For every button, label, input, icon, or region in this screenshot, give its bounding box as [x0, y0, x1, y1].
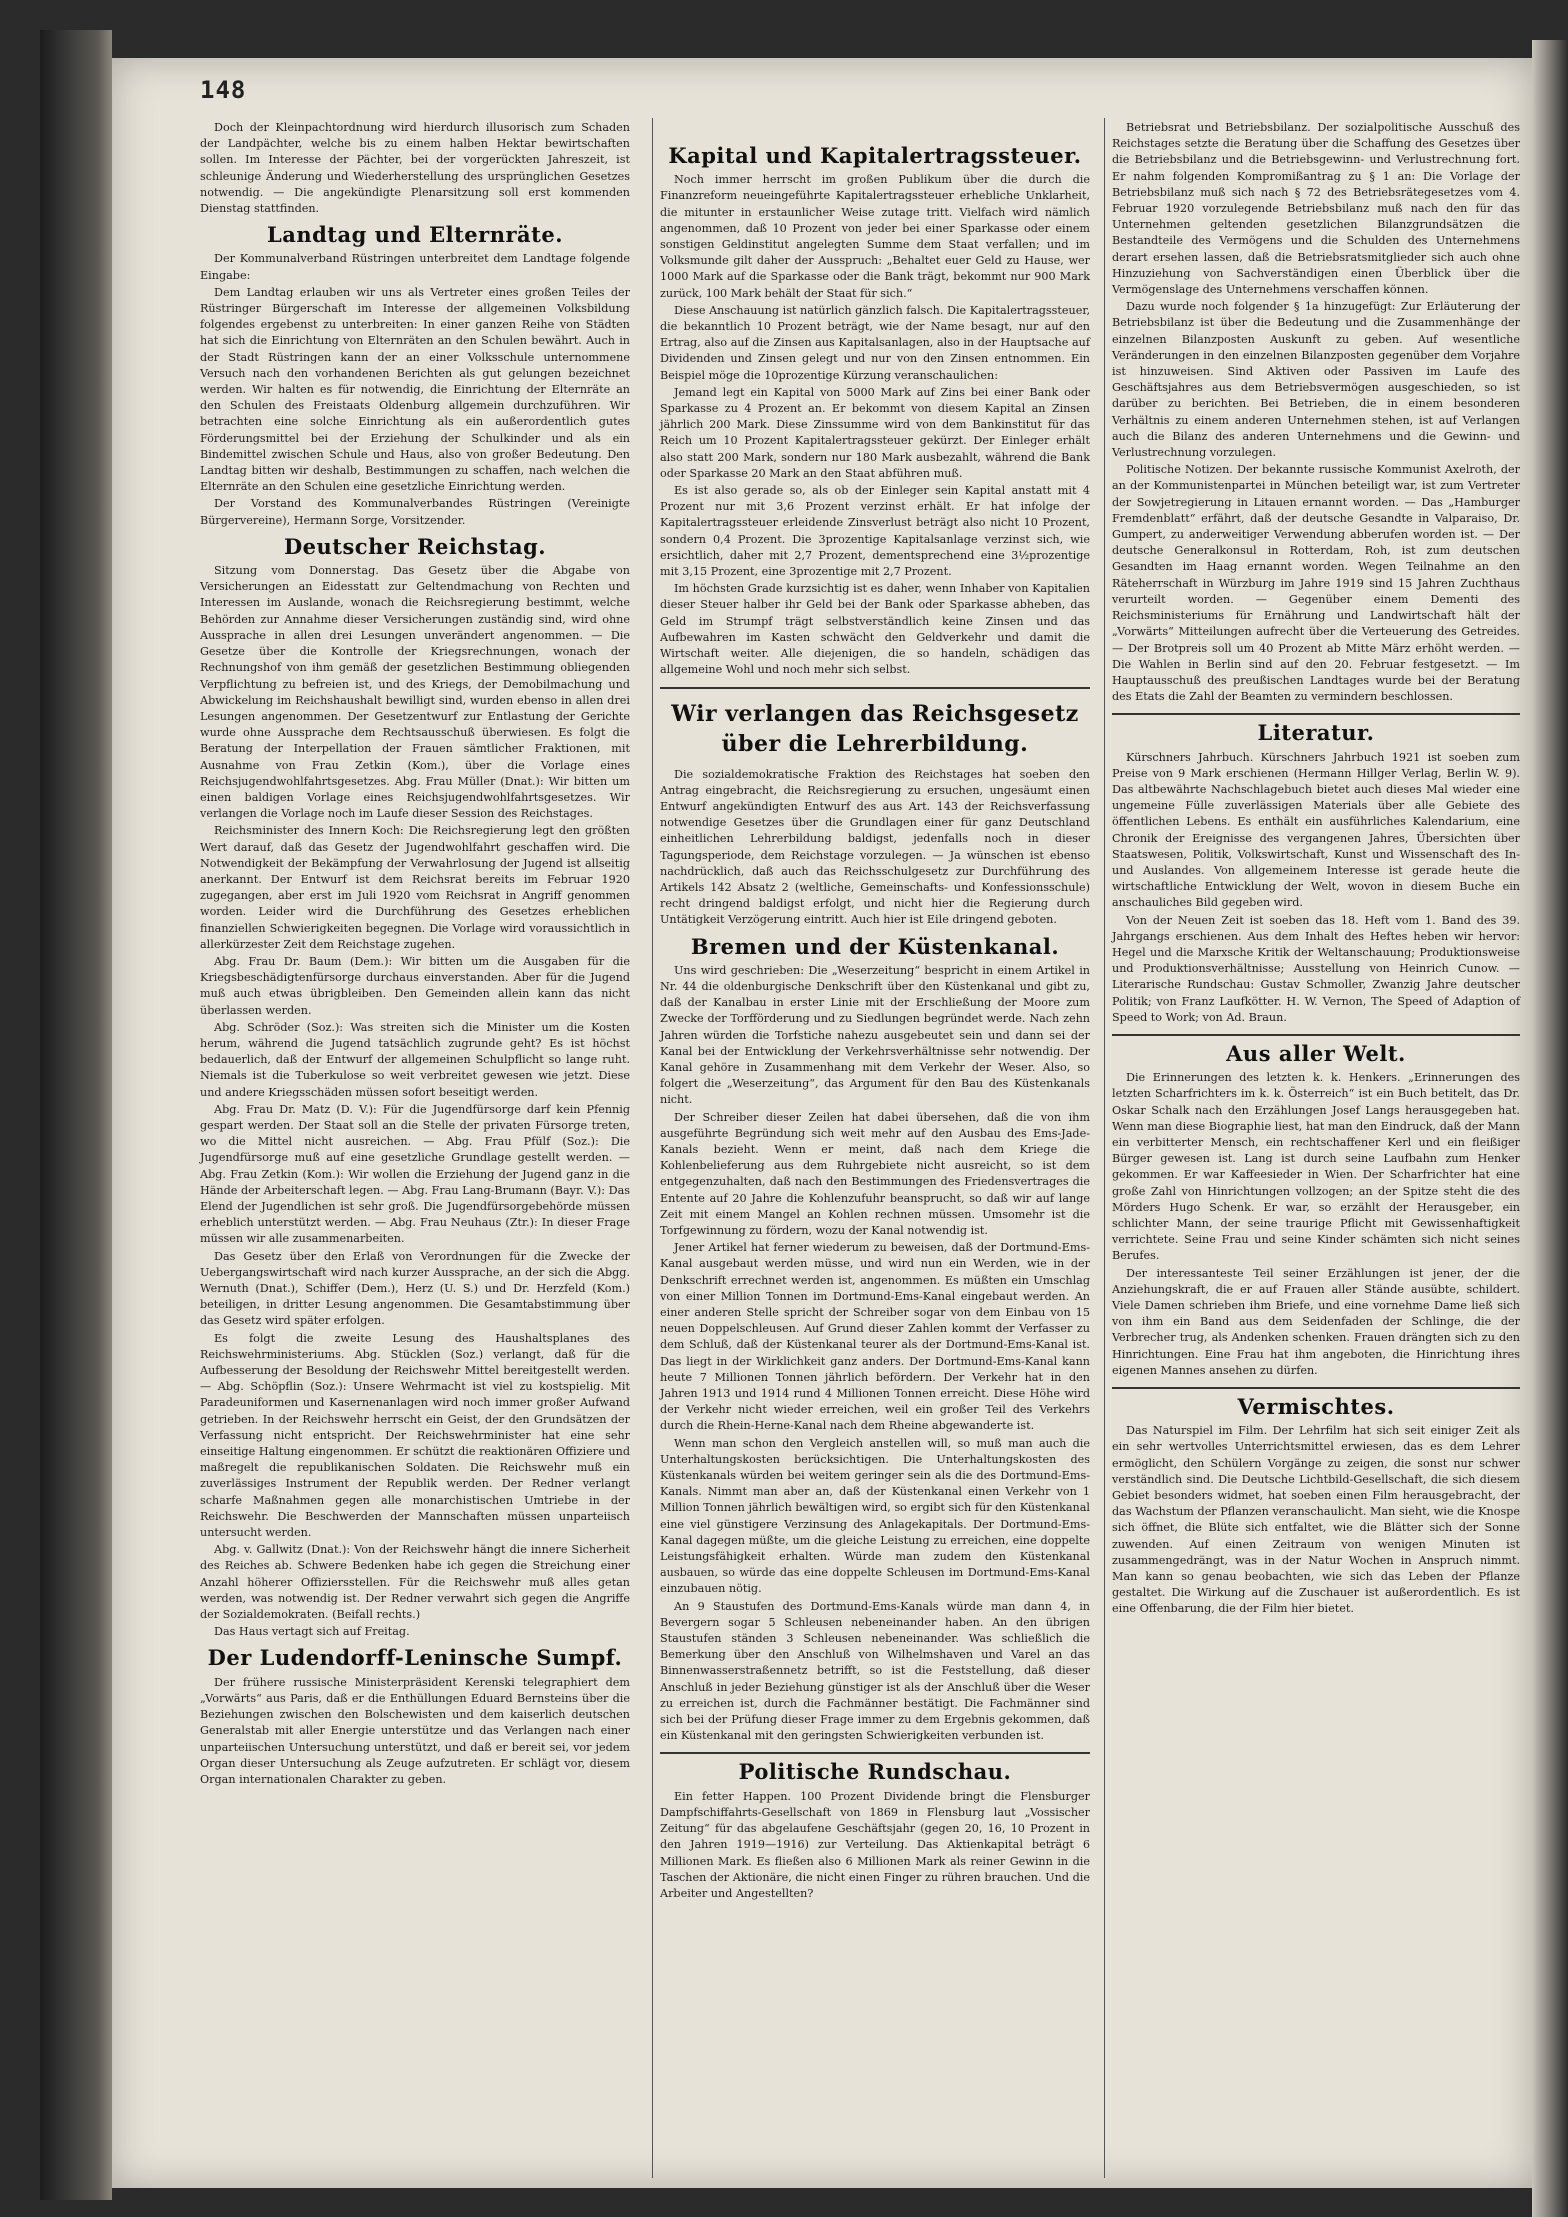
article-paragraph: Uns wird geschrieben: Die „Weserzeitung“ bespricht in einem Artikel in Nr. 44 die oldenburgische Denkschrift über den Küstenkanal und gibt zu, daß der Kanalbau in erster Linie mit der Erschließung der Moore zum Zwecke der Torfförderung und zu Siedlungen begründet werde. Nach zehn Jahren würden die Torfstiche nahezu ausgebeutet sein und dann sei der Kanal bei der Entwicklung der Verkehrsverhältnisse sehr notwendig. Der Kanal gehöre in Zusammenhang mit dem Verkehr der Weser. Also, so folgert die „Weserzeitung“, das Argument für den Bau des Küstenkanals nicht.	[660, 963, 1090, 1107]
book-binding	[40, 30, 112, 2200]
article-heading: Aus aller Welt.	[1226, 1040, 1406, 1066]
article-paragraph: Ein fetter Happen. 100 Prozent Dividende bringt die Flensburger Dampfschiffahrts-Gesellschaft von 1869 in Flensburg laut „Vossischer Zeitung“ für das abgelaufene Geschäftsjahr (gegen 20, 16, 10 Prozent in den Jahren 1919—1916) zur Verteilung. Das Aktienkapital beträgt 6 Millionen Mark. Es fließen also 6 Millionen Mark als reiner Gewinn in die Taschen der Aktionäre, die nicht einen Finger zu rühren brauchen. Und die Arbeiter und Angestellten?	[660, 1789, 1090, 1900]
article-paragraph: Betriebsrat und Betriebsbilanz. Der sozialpolitische Ausschuß des Reichstages setzte die Beratung über die Schaffung des Gesetzes über die Betriebsbilanz und die Betriebsgewinn- und Verlustrechnung fort. Er nahm folgenden Kompromißantrag zu § 1 an: Die Vorlage der Betriebsbilanz muß sich nach § 72 des Betriebsrätegesetzes vom 4. Februar 1920 vorzulegende Betriebsbilanz muß nach den für das Unternehmen geltenden gesetzlichen Bilanzgrundsätzen die Bestandteile des Vermögens und die Schulden des Unternehmens derart ersehen lassen, daß die Betriebsratsmitglieder sich auch ohne Hinzuziehung von Sachverständigen einen Überblick über die Vermögenslage des Unternehmens verschaffen können.	[1112, 121, 1520, 297]
column-3	[1112, 120, 1520, 1619]
article-paragraph: Die Erinnerungen des letzten k. k. Henkers. „Erinnerungen des letzten Scharfrichters im k. k. Österreich“ ist ein Buch betitelt, das Dr. Oskar Schalk nach den Erzählungen Josef Langs herausgegeben hat. Wenn man diese Biographie liest, hat man den Eindruck, daß der Mann ein verbitterter Mensch, ein rechtschaffener Kerl und ein fleißiger Bürger gewesen ist. Lang ist durch seine Laufbahn zum Henker gekommen. Er war Kaffeesieder in Wien. Der Scharfrichter hat eine große Zahl von Hinrichtungen vollzogen; an der Spitze steht die des Mörders Hugo Schenk. Er war, so erzählt der Herausgeber, ein schlichter Mann, der seine traurige Pflicht mit Gewissenhaftigkeit verrichtete. Seine Frau und seine Kinder schämten sich nicht seines Berufes.	[1112, 1071, 1520, 1263]
article-heading: Politische Rundschau.	[738, 1759, 1012, 1785]
article-paragraph: Dem Landtag erlauben wir uns als Vertreter eines großen Teiles der Rüstringer Bürgerschaft im Interesse der allgemeinen Volksbildung folgendes ergebenst zu unterbreiten: In einer ganzen Reihe von Städten hat sich die Einrichtung von Elternräten an den Schulen bewährt. Auch in der Stadt Rüstringen kann der an einer Volksschule unternommene Versuch nach den vorhandenen Berichten als gut gelungen bezeichnet werden. Wir halten es für notwendig, die Einrichtung der Elternräte an den Schulen des Freistaats Oldenburg allgemein durchzuführen. Wir betrachten eine solche Einrichtung als ein außerordentlich gutes Förderungsmittel bei der Erziehung der Schulkinder und als ein Bindemittel zwischen Schule und Haus, also von großer Bedeutung. Den Landtag bitten wir deshalb, Bestimmungen zu schaffen, nach welchen die Elternräte an den Schulen eine gesetzliche Einrichtung werden.	[200, 285, 630, 494]
article-paragraph: Das Naturspiel im Film. Der Lehrfilm hat sich seit einiger Zeit als ein sehr wertvolles Unterrichtsmittel erwiesen, das es dem Lehrer ermöglicht, den Schülern Vorgänge zu zeigen, die sonst nur schwer verständlich sind. Die Deutsche Lichtbild-Gesellschaft, die sich diesem Gebiet besonders widmet, hat soeben einen Film herausgebracht, der das Wachstum der Pflanzen veranschaulicht. Man sieht, wie die Knospe sich öffnet, die Blüte sich entfaltet, wie die Blätter sich der Sonne zuwenden. Auf einen Zeitraum von wenigen Minuten ist zusammengedrängt, was in der Natur Wochen in Anspruch nimmt. Man kann so genau beobachten, wie sich das Leben der Pflanze gestaltet. Die Wirkung auf die Zuschauer ist außerordentlich. Es ist eine Offenbarung, die der Film hier bietet.	[1112, 1424, 1520, 1616]
article-paragraph: Abg. Schröder (Soz.): Was streiten sich die Minister um die Kosten herum, während die Jugend tatsächlich zugrunde geht? Es ist höchst bedauerlich, daß der Entwurf der allgemeinen Schulpflicht so lange ruht. Niemals ist die Tuberkulose so weit verbreitet gewesen wie jetzt. Diese und andere Kriegsschäden müssen sofort beseitigt werden.	[200, 1020, 630, 1099]
article-paragraph: Politische Notizen. Der bekannte russische Kommunist Axelroth, der an der Kommunistenpartei in München beteiligt war, ist zum Vertreter der Sowjetregierung in Litauen ernannt worden. — Das „Hamburger Fremdenblatt“ erfährt, daß der deutsche Gesandte in Valparaiso, Dr. Gumpert, zu anderweitiger Verwendung abberufen worden ist. — Der deutsche Generalkonsul in Rotterdam, Roh, ist zum deutschen Gesandten im Haag ernannt worden. Wegen Teilnahme an den Räteherrschaft in Würzburg im Jahre 1919 sind 15 Jahren Zuchthaus verurteilt worden. — Gegenüber einem Dementi des Reichsministeriums für Ernährung und Landwirtschaft hält der „Vorwärts“ Mitteilungen aufrecht über die Verteuerung des Getreides. — Der Brotpreis soll um 40 Prozent ab Mitte März erhöht werden. — Die Wahlen in Berlin sind auf den 20. Februar festgesetzt. — Im Hauptausschuß des preußischen Landtages wurde bei der Beratung des Etats die Zahl der Beamten zu vermindern beschlossen.	[1112, 463, 1520, 704]
article-paragraph: Noch immer herrscht im großen Publikum über die durch die Finanzreform neueingeführte Kapitalertragssteuer erhebliche Unklarheit, die mitunter in erstaunlicher Weise zutage tritt. Vielfach wird nämlich angenommen, daß 10 Prozent von jeder bei einer Sparkasse oder einem sonstigen Geldinstitut angelegten Summe dem Staat verfallen; und im Volksmunde gilt daher der Ausspruch: „Behaltet euer Geld zu Hause, wer 1000 Mark auf die Sparkasse oder die Bank trägt, bekommt nur 900 Mark zurück, 100 Mark behält der Staat für sich.“	[660, 173, 1090, 300]
column-divider	[1104, 118, 1105, 2178]
article-heading: Vermischtes.	[1237, 1394, 1395, 1420]
page-edge	[1532, 40, 1568, 2217]
article-paragraph: Kürschners Jahrbuch. Kürschners Jahrbuch 1921 ist soeben zum Preise von 9 Mark erschienen (Hermann Hillger Verlag, Berlin W. 9). Das altbewährte Nachschlagebuch bietet auch dieses Mal wieder eine ungemeine Fülle zuverlässigen Materials über alle Gebiete des öffentlichen Lebens. Es enthält ein ausführliches Kalendarium, eine Chronik der Ereignisse des vergangenen Jahres, Übersichten über Staatswesen, Politik, Volkswirtschaft, Kunst und Wissenschaft des In- und Auslandes. Von allgemeinem Interesse ist gerade heute die wirtschaftliche Entwicklung der Welt, wovon in diesem Buche ein anschauliches Bild gegeben wird.	[1112, 750, 1520, 910]
page-number: 148	[200, 76, 247, 104]
article-paragraph: Der Schreiber dieser Zeilen hat dabei übersehen, daß die von ihm ausgeführte Begründung sich weit mehr auf den Ausbau des Ems-Jade-Kanals bezieht. Wenn er meint, daß nach dem Kriege die Kohlenbelieferung aus dem Ruhrgebiete nicht ausreicht, so ist dem entgegenzuhalten, daß nach den Bestimmungen des Friedensvertrages die Entente auf 20 Jahre die Kohlenzufuhr beansprucht, so daß wir auf lange Zeit mit einem Mangel an Kohlen rechnen müssen. Umsomehr ist die Torfgewinnung zu fördern, wozu der Kanal notwendig ist.	[660, 1110, 1090, 1237]
article-paragraph: Der interessanteste Teil seiner Erzählungen ist jener, der die Anziehungskraft, die er auf Frauen aller Stände ausübte, schildert. Viele Damen schrieben ihm Briefe, und eine vornehme Dame ließ sich von ihm ein Band aus dem Seidenfaden der Schlinge, die der Verbrecher trug, als Andenken schenken. Frauen drängten sich zu den Hinrichtungen. Eine Frau hat ihm angeboten, die Hinrichtung ihres eigenen Mannes ansehen zu dürfen.	[1112, 1266, 1520, 1377]
article-paragraph: Jener Artikel hat ferner wiederum zu beweisen, daß der Dortmund-Ems-Kanal ausgebaut werden müsse, und wird nun ein Werden, wie in der Denkschrift errechnet werden ist, angenommen. Es müßten ein Umschlag von einer Million Tonnen im Dortmund-Ems-Kanal eingebaut werden. An einer anderen Stelle spricht der Schreiber sogar von dem Einbau von 15 neuen Doppelschleusen. Auf Grund dieser Zahlen kommt der Verfasser zu dem Schluß, daß der Küstenkanal teurer als der Dortmund-Ems-Kanal ist. Das liegt in der Wirklichkeit ganz anders. Der Dortmund-Ems-Kanal kann heute 7 Millionen Tonnen jährlich befördern. Der Verkehr hat in den Jahren 1913 und 1914 rund 4 Millionen Tonnen erreicht. Diese Höhe wird der Verkehr nicht wieder erreichen, weil ein großer Teil des Verkehrs durch die Rhein-Herne-Kanal nach dem Rheine abgewanderte ist.	[660, 1241, 1090, 1433]
section-rule	[660, 687, 1090, 689]
article-heading: Bremen und der Küstenkanal.	[690, 933, 1060, 959]
article-paragraph: Das Gesetz über den Erlaß von Verordnungen für die Zwecke der Uebergangswirtschaft wird nach kurzer Aussprache, an der sich die Abgg. Wernuth (Dnat.), Schiffer (Dem.), Herz (U. S.) und Dr. Herzfeld (Kom.) beteiligen, in dritter Lesung angenommen. Die Gesamtabstimmung über das Gesetz wird später erfolgen.	[200, 1249, 630, 1328]
article-paragraph: Der Kommunalverband Rüstringen unterbreitet dem Landtage folgende Eingabe:	[200, 252, 630, 282]
section-rule	[1112, 1034, 1520, 1036]
article-heading: Literatur.	[1257, 720, 1375, 746]
article-paragraph: Diese Anschauung ist natürlich gänzlich falsch. Die Kapitalertragssteuer, die bekanntlich 10 Prozent beträgt, wie der Name besagt, nur auf den Ertrag, also auf die Zinsen aus Kapitalsanlagen, also in der Hauptsache auf Dividenden und Zinsen gelegt und nur von den Zinsen entnommen. Ein Beispiel möge die 10prozentige Kürzung veranschaulichen:	[660, 303, 1090, 382]
article-paragraph: Reichsminister des Innern Koch: Die Reichsregierung legt den größten Wert darauf, daß das Gesetz der Jugendwohlfahrt geschaffen wird. Die Notwendigkeit der Bekämpfung der Verwahrlosung der Jugend ist allseitig anerkannt. Der Entwurf ist dem Reichsrat bereits im Februar 1920 zugegangen, aber erst im Juli 1920 vom Reichsrat in Angriff genommen worden. Leider wird die Durchführung des Gesetzes erheblichen finanziellen Schwierigkeiten begegnen. Die Vorlage wird voraussichtlich in allerkürzester Zeit dem Reichstage zugehen.	[200, 824, 630, 951]
column-2	[660, 138, 1090, 1903]
article-paragraph: Das Haus vertagt sich auf Freitag.	[214, 1625, 410, 1639]
article-paragraph: Abg. Frau Dr. Matz (D. V.): Für die Jugendfürsorge darf kein Pfennig gespart werden. Der Staat soll an die Stelle der privaten Fürsorge treten, wo die Mittel nicht ausreichen. — Abg. Frau Pfülf (Soz.): Die Jugendfürsorge muß auf eine gesetzliche Grundlage gestellt werden. — Abg. Frau Zetkin (Kom.): Wir wollen die Erziehung der Jugend ganz in die Hände der Arbeiterschaft legen. — Abg. Frau Lang-Brumann (Bayr. V.): Das Elend der Jugendlichen ist sehr groß. Die Jugendfürsorgebehörde müssen erheblich unterstützt werden. — Abg. Frau Neuhaus (Ztr.): In dieser Frage müssen wir alle zusammenarbeiten.	[200, 1102, 630, 1246]
article-heading: Landtag und Elternräte.	[266, 222, 564, 248]
section-rule	[1112, 1387, 1520, 1389]
section-rule	[1112, 713, 1520, 715]
article-paragraph: Abg. v. Gallwitz (Dnat.): Von der Reichswehr hängt die innere Sicherheit des Reiches ab. Schwere Bedenken habe ich gegen die Streichung einer Anzahl höherer Offiziersstellen. Für die Reichswehr muß alles getan werden, was notwendig ist. Der Redner verwahrt sich gegen die Angriffe der Sozialdemokraten. (Beifall rechts.)	[200, 1543, 630, 1622]
article-heading: Deutscher Reichstag.	[283, 533, 547, 559]
article-paragraph: Von der Neuen Zeit ist soeben das 18. Heft vom 1. Band des 39. Jahrgangs erschienen. Aus dem Inhalt des Heftes heben wir hervor: Hegel und die Marxsche Kritik der Weltanschauung; Produktionsweise und Produktionsverhältnisse; Ausstellung von Heinrich Cunow. — Literarische Rundschau: Gustav Schmoller, Zwanzig Jahre deutscher Politik; von Franz Laufkötter. H. W. Vernon, The Speed of Adaption of Speed to Work; von Ad. Braun.	[1112, 913, 1520, 1024]
column-1	[200, 120, 630, 1789]
article-heading: Wir verlangen das Reichsgesetz über die Lehrerbildung.	[671, 700, 1079, 757]
article-paragraph: Dazu wurde noch folgender § 1a hinzugefügt: Zur Erläuterung der Betriebsbilanz ist über die Bedeutung und die Zusammenhänge der einzelnen Bilanzposten Auskunft zu geben. Auf wesentliche Veränderungen in den einzelnen Bilanzposten gegenüber dem Vorjahre ist hinzuweisen. Sind Aktiven oder Passiven im Laufe des Geschäftsjahres aus dem Betriebsvermögen ausgeschieden, so ist darüber zu berichten. Bei Betrieben, die in einem besonderen Verhältnis zu einem anderen Unternehmen stehen, ist auf Verlangen auch die Bilanz des anderen Unternehmens und die Gewinn- und Verlustrechnung vorzulegen.	[1112, 300, 1520, 460]
article-paragraph: Es ist also gerade so, als ob der Einleger sein Kapital anstatt mit 4 Prozent nur mit 3,6 Prozent verzinst erhält. Er hat infolge der Kapitalertragssteuer erleidende Zinsverlust beträgt also nicht 10 Prozent, sondern 0,4 Prozent. Die 3prozentige Kapitalsanlage verzinst sich, wie ersichtlich, daher mit 2,7 Prozent, dementsprechend eine 3½prozentige mit 3,15 Prozent, eine 3prozentige mit 2,7 Prozent.	[660, 484, 1090, 579]
article-heading: Kapital und Kapitalertragssteuer.	[668, 143, 1082, 168]
article-paragraph: Im höchsten Grade kurzsichtig ist es daher, wenn Inhaber von Kapitalien dieser Steuer halber ihr Geld bei der Bank oder Sparkasse abheben, das Geld im Strumpf trägt selbstverständlich keine Zinsen und das Aufbewahren im Kasten schwächt den Geldverkehr und damit die Wirtschaft weiter. Alle diejenigen, die so handeln, schädigen das allgemeine Wohl und noch mehr sich selbst.	[660, 582, 1090, 677]
article-paragraph: Der Vorstand des Kommunalverbandes Rüstringen (Vereinigte Bürgervereine), Hermann Sorge, Vorsitzender.	[200, 497, 630, 527]
article-paragraph: An 9 Staustufen des Dortmund-Ems-Kanals würde man dann 4, in Bevergern sogar 5 Schleusen nebeneinander haben. An den übrigen Staustufen ständen 3 Schleusen nebeneinander. Was schließlich die Bemerkung über den Anschluß von Wilhelmshaven und Varel an das Binnenwasserstraßennetz betrifft, so ist die Feststellung, daß dieser Anschluß in jeder Beziehung günstiger ist als der Anschluß über die Weser zu erreichen ist, durch die Fachmänner bestätigt. Die Fachmänner sind sich bei der Prüfung dieser Frage immer zu dem Ergebnis gekommen, daß ein Küstenkanal mit den geringsten Schwierigkeiten verbunden ist.	[660, 1599, 1090, 1743]
article-paragraph: Es folgt die zweite Lesung des Haushaltsplanes des Reichswehrministeriums. Abg. Stücklen (Soz.) verlangt, daß für die Aufbesserung der Besoldung der Reichswehr Mittel bereitgestellt werden. — Abg. Schöpflin (Soz.): Unsere Wehrmacht ist viel zu kostspielig. Mit Paradeuniformen und Kasernenanlagen wird noch immer großer Aufwand getrieben. In der Reichswehr herrscht ein Geist, der den Grundsätzen der Verfassung nicht entspricht. Der Reichswehrminister hat eine sehr einseitige Haltung eingenommen. Er schützt die reaktionären Offiziere und maßregelt die republikanischen Soldaten. Die Reichswehr muß ein zuverlässiges Instrument der Republik werden. Der Redner verlangt scharfe Maßnahmen gegen alle monarchistischen Umtriebe in der Reichswehr. Die Beschwerden der Mannschaften müssen unparteiisch untersucht werden.	[200, 1331, 630, 1540]
article-paragraph: Doch der Kleinpachtordnung wird hierdurch illusorisch zum Schaden der Landpächter, welche bis zu einem halben Hektar bewirtschaften sollen. Im Interesse der Pächter, bei der vorgerückten Jahreszeit, ist schleunige Änderung und Wiederherstellung des ursprünglichen Gesetzes notwendig. — Die angekündigte Plenarsitzung soll erst kommenden Dienstag stattfinden.	[200, 121, 630, 216]
article-paragraph: Die sozialdemokratische Fraktion des Reichstages hat soeben den Antrag eingebracht, die Reichsregierung zu ersuchen, ungesäumt einen Entwurf angekündigten Entwurf des aus Art. 143 der Reichsverfassung notwendige Gesetzes über die Grundlagen einer für ganz Deutschland einheitlichen Lehrerbildung baldigst, jedenfalls noch in dieser Tagungsperiode, dem Reichstage vorzulegen. — Ja wünschen ist ebenso nachdrücklich, daß auch das Reichsschulgesetz zur Durchführung des Artikels 142 Absatz 2 (weltliche, Gemeinschafts- und Konfessionsschule) recht dringend baldigst erfolgt, und nicht hier die Regierung durch Untätigkeit Verzögerung eintritt. Auch hier ist Eile dringend geboten.	[660, 767, 1090, 927]
section-rule	[660, 1752, 1090, 1754]
article-paragraph: Wenn man schon den Vergleich anstellen will, so muß man auch die Unterhaltungskosten berücksichtigen. Die Unterhaltungskosten des Küstenkanals würden bei weitem geringer sein als die des Dortmund-Ems-Kanals. Nimmt man aber an, daß der Küstenkanal einen Verkehr von 1 Million Tonnen jährlich bewältigen wird, so ergibt sich für den Küstenkanal eine viel günstigere Verzinsung des Anlagekapitals. Der Dortmund-Ems-Kanal dagegen müßte, um die gleiche Leistung zu erreichen, eine doppelte Leistungsfähigkeit erhalten. Würde man zudem den Küstenkanal ausbauen, so würde das eine doppelte Schleusen im Dortmund-Ems-Kanal einzubauen nötig.	[660, 1436, 1090, 1596]
article-paragraph: Abg. Frau Dr. Baum (Dem.): Wir bitten um die Ausgaben für die Kriegsbeschädigtenfürsorge durchaus einverstanden. Aber für die Jugend muß auch etwas übrigbleiben. Den Gemeinden allein kann das nicht überlassen werden.	[200, 954, 630, 1017]
article-paragraph: Der frühere russische Ministerpräsident Kerenski telegraphiert dem „Vorwärts“ aus Paris, daß er die Enthüllungen Eduard Bernsteins über die Beziehungen zwischen den Bolschewisten und dem kaiserlich deutschen Generalstab mit aller Energie unterstütze und das Verlangen nach einer unparteiischen Untersuchung unterstützt, und daß er bereit sei, vor jedem Organ dieser Untersuchung als Zeuge aufzutreten. Er schlägt vor, diesem Organ internationalen Charakter zu geben.	[200, 1675, 630, 1786]
article-paragraph: Sitzung vom Donnerstag. Das Gesetz über die Abgabe von Versicherungen an Eidesstatt zur Geltendmachung von Rechten und Interessen im Auslande, wonach die Reichsregierung bestimmt, welche Behörden zur Annahme dieser Versicherungen zuständig sind, wird ohne Aussprache in allen drei Lesungen unverändert angenommen. — Die Gesetze über die Kontrolle der Kriegsrechnungen, wonach der Rechnungshof von ihm gemäß der gesetzlichen Bestimmung obliegenden Verpflichtung zu befreien ist, und des Kriegs, der Demobilmachung und Abwickelung im Reichshaushalt bewilligt sind, wurden ebenso in allen drei Lesungen angenommen. Der Gesetzentwurf zur Entlastung der Gerichte wurde ohne Aussprache dem Rechtsausschuß überwiesen. Es folgt die Beratung der Interpellation der Frauen sämtlicher Fraktionen, mit Ausnahme von Frau Zetkin (Kom.), über die Vorlage eines Reichsjugendwohlfahrtsgesetzes. Abg. Frau Müller (Dnat.): Wir bitten um einen baldigen Vorlage eines Reichsjugendwohlfahrtsgesetzes. Wir verlangen die Vorlage noch im Laufe dieser Session des Reichstages.	[200, 564, 630, 821]
article-paragraph: Jemand legt ein Kapital von 5000 Mark auf Zins bei einer Bank oder Sparkasse zu 4 Prozent an. Er bekommt von diesem Kapital an Zinsen jährlich 200 Mark. Diese Zinssumme wird von dem Bankinstitut für das Reich um 10 Prozent Kapitalertragssteuer gekürzt. Der Einleger erhält also statt 200 Mark, sondern nur 180 Mark ausbezahlt, während die Bank oder Sparkasse 20 Mark an den Staat abführen muß.	[660, 385, 1090, 480]
column-divider	[652, 118, 653, 2178]
article-heading: Der Ludendorff-Leninsche Sumpf.	[207, 1645, 623, 1671]
newspaper-page	[112, 58, 1532, 2188]
